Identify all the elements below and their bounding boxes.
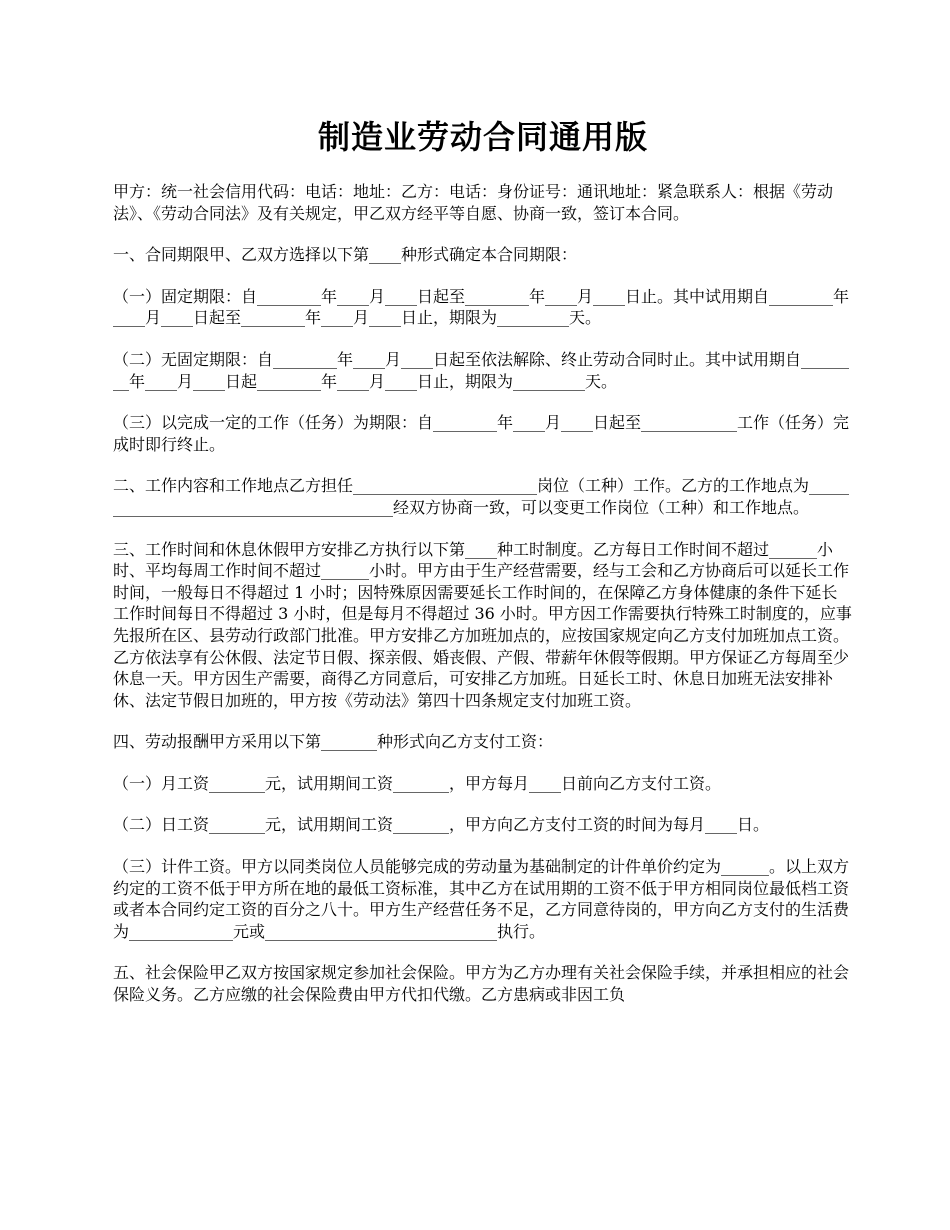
- paragraph-parties: 甲方：统一社会信用代码：电话：地址：乙方：电话：身份证号：通讯地址：紧急联系人：根据《劳动法》、《劳动合同法》及有关规定，甲乙双方经平等自愿、协商一致，签订本合同。: [113, 182, 834, 223]
- document-page: [113, 0, 853, 1006]
- paragraph-task-term: （三）以完成一定的工作（任务）为期限：自________年____月____日起至____________工作（任务）完成时即行终止。: [113, 413, 850, 454]
- paragraph-social-insurance: 五、社会保险甲乙双方按国家规定参加社会保险。甲方为乙方办理有关社会保险手续，并承担相应的社会保险义务。乙方应缴的社会保险费由甲方代扣代缴。乙方患病或非因工负: [113, 963, 850, 1005]
- paragraph-open-term: （二）无固定期限：自________年____月____日起至依法解除、终止劳动合同时止。其中试用期自________年____月____日起________年____月____日止，期限为_________天。: [113, 349, 850, 391]
- paragraph-fixed-term: （一）固定期限：自________年____月____日起至________年____月____日止。其中试用期自________年____月____日起至________年____月____日止，期限为_________天。: [113, 286, 850, 328]
- paragraph-term-heading: 一、合同期限甲、乙双方选择以下第____种形式确定本合同期限：: [113, 245, 578, 265]
- paragraph-work-hours: 三、工作时间和休息休假甲方安排乙方执行以下第____种工时制度。乙方每日工作时间不超过______小时、平均每周工作时间不超过______小时。甲方由于生产经营需要，经与工会和乙方协商后可以延长工作时间，一般每日不得超过 1 小时；因特殊原因需要延长工作时间的，在保障乙方身体健康的条件下延长工作时间每日不得超过 3 小时，但是每月不得超过 36 小时。甲方因工作需要执行特殊工时制度的，应事先报所在区、县劳动行政部门批准。甲方安排乙方加班加点的，应按国家规定向乙方支付加班加点工资。乙方依法享有公休假、法定节日假、探亲假、婚丧假、产假、带薪年休假等假期。甲方保证乙方每周至少休息一天。甲方因生产需要，商得乙方同意后，可安排乙方加班。日延长工时、休息日加班无法安排补休、法定节假日加班的，甲方按《劳动法》第四十四条规定支付加班工资。: [113, 539, 852, 710]
- paragraph-work-content: 二、工作内容和工作地点乙方担任_______________________岗位（工种）工作。乙方的工作地点为________________________________________经双方协商一致，可以变更工作岗位（工种）和工作地点。: [113, 476, 850, 517]
- document-title: 制造业劳动合同通用版: [317, 118, 648, 156]
- paragraph-monthly-pay: （一）月工资_______元，试用期间工资_______，甲方每月____日前向乙方支付工资。: [113, 773, 722, 793]
- paragraph-pay-heading: 四、劳动报酬甲方采用以下第_______种形式向乙方支付工资：: [113, 732, 554, 752]
- paragraph-daily-pay: （二）日工资_______元，试用期间工资_______，甲方向乙方支付工资的时间为每月____日。: [113, 815, 770, 835]
- paragraph-piece-pay: （三）计件工资。甲方以同类岗位人员能够完成的劳动量为基础制定的计件单价约定为______。以上双方约定的工资不低于甲方所在地的最低工资标准，其中乙方在试用期的工资不低于甲方相同岗位最低档工资或者本合同约定工资的百分之八十。甲方生产经营任务不足，乙方同意待岗的，甲方向乙方支付的生活费为_____________元或_____________________________执行。: [113, 857, 850, 941]
